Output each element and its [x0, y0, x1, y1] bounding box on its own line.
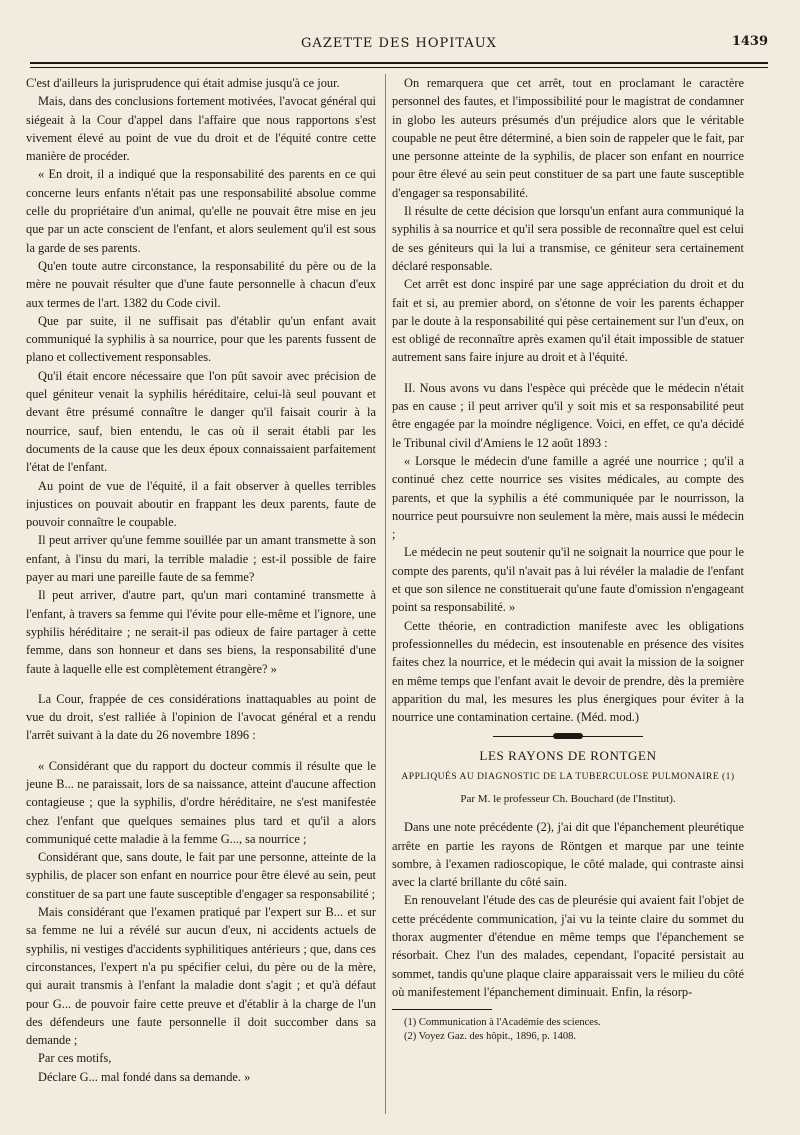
paragraph: On remarquera que cet arrêt, tout en proclamant le caractère personnel des fautes, et l'impossibilité pour le magistrat de condamner in globo les auteurs présumés d'un préjudice alors que le véritable coupable ne peut être déterminé, a bien soin de rappeler que le fait, par une personne atteinte de la syphilis, de placer son enfant en nourrice pour être élevé au sein peut constituer de sa part une faute susceptible d'engager sa responsabilité.	[392, 76, 744, 200]
paragraph: Dans une note précédente (2), j'ai dit que l'épanchement pleurétique arrête en partie les rayons de Röntgen et marque par une teinte sombre, à l'examen radioscopique, le côté malade, qui contraste ainsi avec la clarté brillante du côté sain.	[392, 820, 744, 890]
paragraph: Il peut arriver, d'autre part, qu'un mari contaminé transmette à l'enfant, à travers sa femme qui l'évite pour elle-même et l'ignore, une syphilis héréditaire ; ne serait-il pas odieux de faire partager à cette femme, dans son honneur et dans ses biens, la responsabilité d'une faute à laquelle elle est complètement étrangère? »	[26, 588, 376, 676]
paragraph: Cet arrêt est donc inspiré par une sage appréciation du droit et du fait et si, au premier abord, on s'étonne de voir les parents échapper par le doute à la responsabilité qui pèse certainement sur l'un d'eux, on est obligé de reconnaître après examen qu'il était impossible de statuer autrement sans faire injure au droit et à l'équité.	[392, 277, 744, 365]
paragraph: Il peut arriver qu'une femme souillée par un amant transmette à son enfant, à l'insu du mari, la terrible maladie ; est-il possible de faire payer au mari une pareille faute de sa femme?	[26, 533, 376, 585]
paragraph: Mais, dans des conclusions fortement motivées, l'avocat général qui siégeait à la Cour d'appel dans l'affaire que nous rapportons s'est vivement élevé au point de vue du droit et de l'équité contre cette manière de procéder.	[26, 94, 376, 164]
paragraph: II. Nous avons vu dans l'espèce qui précède que le médecin n'était pas en cause ; il peut arriver qu'il y soit mis et sa responsabilité peut être engagée par la moindre négligence. Voici, en effet, ce qu'a décidé le Tribunal civil d'Amiens le 12 août 1893 :	[392, 380, 744, 450]
paragraph: Le médecin ne peut soutenir qu'il ne soignait la nourrice que pour le compte des parents, qu'il n'avait pas à lui révéler la maladie de l'enfant et que son silence ne constituerait qu'une faute d'omission n'engageant point sa responsabilité. »	[392, 545, 744, 615]
paragraph: C'est d'ailleurs la jurisprudence qui était admise jusqu'à ce jour.	[26, 76, 340, 90]
right-column	[392, 74, 744, 1044]
paragraph: Il résulte de cette décision que lorsqu'un enfant aura communiqué la syphilis à sa nourrice et qu'il sera possible de reconnaître quel est celui de ses géniteurs qui la lui a transmise, ce géniteur sera certainement déclaré responsable.	[392, 204, 744, 273]
article-author: Par M. le professeur Ch. Bouchard (de l'Institut).	[460, 792, 676, 805]
paragraph: « Lorsque le médecin d'une famille a agréé une nourrice ; qu'il a continué chez cette nourrice ses visites médicales, au compte des parents, et que la syphilis a été communiquée par le nourrisson, la nourrice peut poursuivre non seulement la mère, mais aussi le médecin ;	[392, 453, 744, 542]
paragraph: Mais considérant que l'examen pratiqué par l'expert sur B... et sur sa femme ne lui a révélé sur aucun d'eux, ni accidents actuels de syphilis, ni vestiges d'accidents syphilitiques antérieurs ; que, dans ces circonstances, l'expert n'a pu spécifier celui, du père ou de la mère, qui aurait transmis à l'enfant la maladie dont s'agit ; et qu'à défaut pour G... de pouvoir faire cette preuve et d'établir à la charge de l'un des défendeurs une faute personnelle il doit succomber dans sa demande ;	[26, 905, 376, 1048]
paragraph: Déclare G... mal fondé dans sa demande. »	[38, 1069, 251, 1084]
paragraph: En renouvelant l'étude des cas de pleurésie qui avaient fait l'objet de cette précédente communication, j'ai vu la teinte claire du sommet du thorax augmenter d'étendue en même temps que l'épanchement se résorbait. Chez l'un des malades, cependant, l'opacité persistait au sommet, tandis qu'une plaque claire apparaissait vers le milieu du côté où manifestement l'épanchement diminuait. Enfin, la résorp-	[392, 893, 744, 999]
article-title: LES RAYONS DE RONTGEN	[479, 748, 657, 764]
column-divider	[385, 74, 386, 1114]
paragraph: La Cour, frappée de ces considérations inattaquables au point de vue du droit, s'est ralliée à l'opinion de l'avocat général et a rendu l'arrêt suivant à la date du 26 novembre 1896 :	[26, 691, 376, 743]
paragraph: Qu'il était encore nécessaire que l'on pût savoir avec précision de quel géniteur venait la syphilis héréditaire, celui-là seul pouvant et devant être présumé connaître le danger qu'il faisait courir à la nourrice, sauf, bien entendu, le cas où il serait établi par les documents de la cause que les deux époux connaissaient parfaitement l'état de l'enfant.	[26, 368, 376, 475]
footnote-rule	[392, 1009, 492, 1010]
paragraph: Qu'en toute autre circonstance, la responsabilité du père ou de la mère ne pouvait résulter que d'une faute personnelle à chacun d'eux aux termes de l'art. 1382 du Code civil.	[26, 258, 376, 310]
article-subtitle: APPLIQUÉS AU DIAGNOSTIC DE LA TUBERCULOSE PULMONAIRE (1)	[401, 771, 735, 782]
header-rule-thin	[30, 67, 768, 68]
paragraph: « En droit, il a indiqué que la responsabilité des parents en ce qui concerne leurs enfants n'était pas une responsabilité absolue comme celle du propriétaire d'un animal, qu'elle ne pouvait être mise en jeu que par un acte conscient de l'enfant, et alors seulement qu'il est sous la garde de ses parents.	[26, 167, 376, 255]
footnote: (2) Voyez Gaz. des hôpit., 1896, p. 1408.	[404, 1031, 576, 1043]
footnote: (1) Communication à l'Académie des sciences.	[404, 1017, 601, 1029]
page-header	[30, 34, 768, 56]
left-column	[26, 74, 376, 1086]
paragraph: Considérant que, sans doute, le fait par une personne, atteinte de la syphilis, de placer son enfant en nourrice pour être élevé au sein, peut constituer de sa part une faute susceptible d'engager sa responsabilité ;	[26, 850, 376, 901]
page-number: 1439	[731, 34, 768, 49]
paragraph: Que par suite, il ne suffisait pas d'établir qu'un enfant avait communiqué la syphilis à sa nourrice, pour que les parents fussent de plano et collectivement responsables.	[26, 313, 376, 365]
paragraph: « Considérant que du rapport du docteur commis il résulte que le jeune B... ne paraissait, lors de sa naissance, atteint d'aucune affection contagieuse ; que la syphilis, d'ordre héréditaire, ne s'est manifestée chez l'enfant que quelques semaines plus tard et qu'il a alors communiqué cette maladie à la femme G..., sa nourrice ;	[26, 758, 376, 846]
paragraph: Cette théorie, en contradiction manifeste avec les obligations professionnelles du médecin, est insoutenable en présence des visites faites chez la nourrice, et le médecin qui avait la mission de la soigner en même temps que l'enfant avait le devoir de prendre, dès la première apparition du mal, les mesures les plus énergiques pour éviter à la nourrice une contamination certaine. (Méd. mod.)	[392, 618, 744, 725]
running-title: GAZETTE DES HOPITAUX	[301, 36, 497, 51]
header-rule	[30, 62, 768, 64]
paragraph: Par ces motifs,	[38, 1051, 112, 1066]
paragraph: Au point de vue de l'équité, il a fait observer à quelles terribles injustices on pouvait aboutir en frappant les deux parents, faute de pouvoir connaître le coupable.	[26, 478, 376, 530]
section-separator	[493, 736, 643, 737]
